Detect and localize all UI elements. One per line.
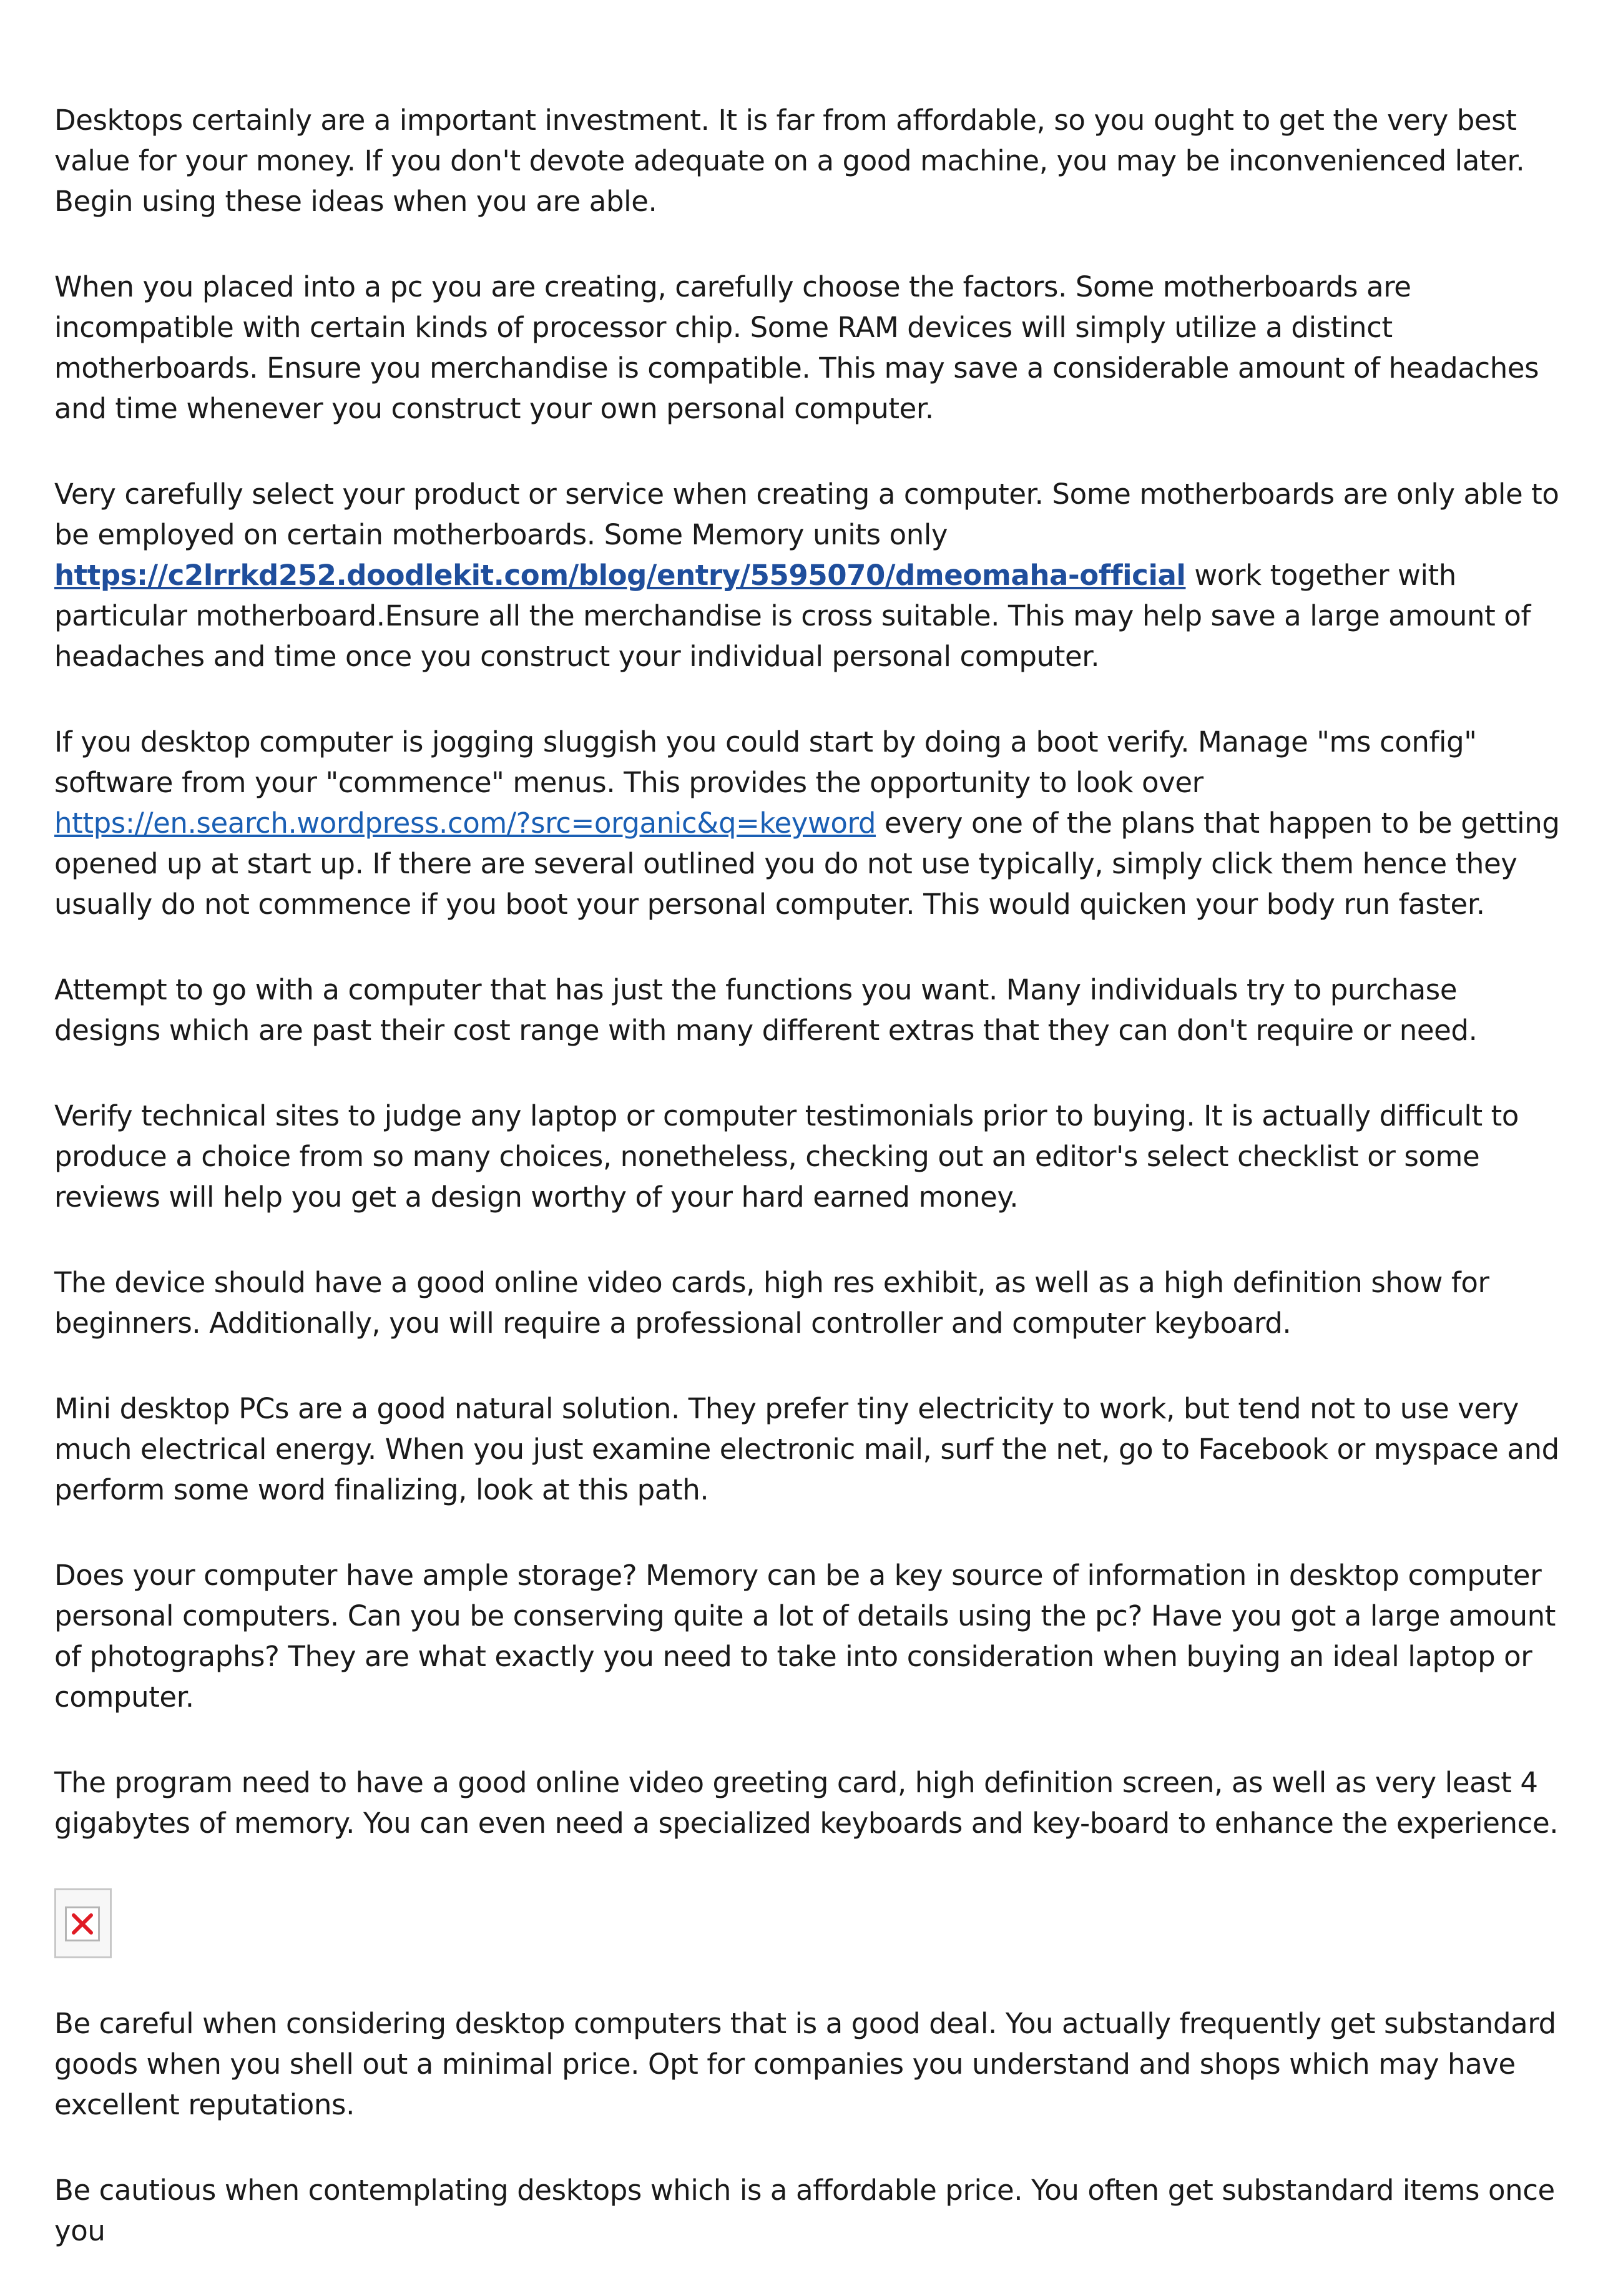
paragraph — [54, 722, 1565, 925]
paragraph-text: Very carefully select your product or service when creating a computer. Some motherboards are only able to be employed on certain motherboards. Some Memory units only — [54, 478, 1559, 551]
paragraph: Be careful when considering desktop computers that is a good deal. You actually frequently get substandard goods when you shell out a minimal price. Opt for companies you understand and shops which may have excellent reputations. — [54, 2007, 1556, 2121]
paragraph: Desktops certainly are a important investment. It is far from affordable, so you ought to get the very best value for your money. If you don't devote adequate on a good machine, you may be inconvenienced later. Begin using these ideas when you are able. — [54, 104, 1525, 218]
paragraph: Mini desktop PCs are a good natural solution. They prefer tiny electricity to work, but tend not to use very much electrical energy. When you just examine electronic mail, surf the net, go to Facebook or myspace and perform some word finalizing, look at this path. — [54, 1392, 1559, 1506]
close-x-icon — [67, 1908, 98, 1940]
paragraph-text: work together with particular motherboard.Ensure all the merchandise is cross suitable. This may help save a large amount of headaches and time once you construct your individual personal computer. — [54, 559, 1531, 673]
paragraph-text: every one of the plans that happen to be getting opened up at start up. If there are several outlined you do not use typically, simply click them hence they usually do not commence if you boot your personal computer. This would quicken your body run faster. — [54, 807, 1560, 921]
paragraph — [54, 474, 1565, 677]
broken-image-icon — [54, 1888, 112, 1958]
wordpress-search-link[interactable]: https://en.search.wordpress.com/?src=organic&q=keyword — [54, 807, 876, 840]
paragraph: The device should have a good online video cards, high res exhibit, as well as a high definition show for beginners. Additionally, you will require a professional controller and computer keyboard. — [54, 1266, 1489, 1340]
paragraph-text: If you desktop computer is jogging sluggish you could start by doing a boot verify. Manage "ms config" software from your "commence" menus. This provides the opportunity to look over — [54, 725, 1477, 799]
paragraph: The program need to have a good online video greeting card, high definition screen, as well as very least 4 gigabytes of memory. You can even need a specialized keyboards and key-board to enhance the experience. — [54, 1766, 1559, 1840]
doodlekit-link[interactable]: https://c2lrrkd252.doodlekit.com/blog/entry/5595070/dmeomaha-official — [54, 559, 1186, 592]
paragraph: Does your computer have ample storage? Memory can be a key source of information in desktop computer personal computers. Can you be conserving quite a lot of details using the pc? Have you got a large amount of photographs? They are what exactly you need to take into consideration when buying an ideal laptop or computer. — [54, 1559, 1556, 1714]
paragraph: Attempt to go with a computer that has just the functions you want. Many individuals try to purchase designs which are past their cost range with many different extras that they can don't require or need. — [54, 973, 1478, 1047]
paragraph: When you placed into a pc you are creating, carefully choose the factors. Some motherboards are incompatible with certain kinds of processor chip. Some RAM devices will simply utilize a distinct motherboards. Ensure you merchandise is compatible. This may save a considerable amount of headaches and time whenever you construct your own personal computer. — [54, 270, 1539, 425]
paragraph: Be cautious when contemplating desktops which is a affordable price. You often get substandard items once you — [54, 2174, 1555, 2247]
broken-image-frame — [65, 1906, 100, 1941]
paragraph: Verify technical sites to judge any laptop or computer testimonials prior to buying. It is actually difficult to produce a choice from so many choices, nonetheless, checking out an editor's select checklist or some reviews will help you get a design worthy of your hard earned money. — [54, 1099, 1519, 1214]
document-body — [54, 100, 1565, 2296]
